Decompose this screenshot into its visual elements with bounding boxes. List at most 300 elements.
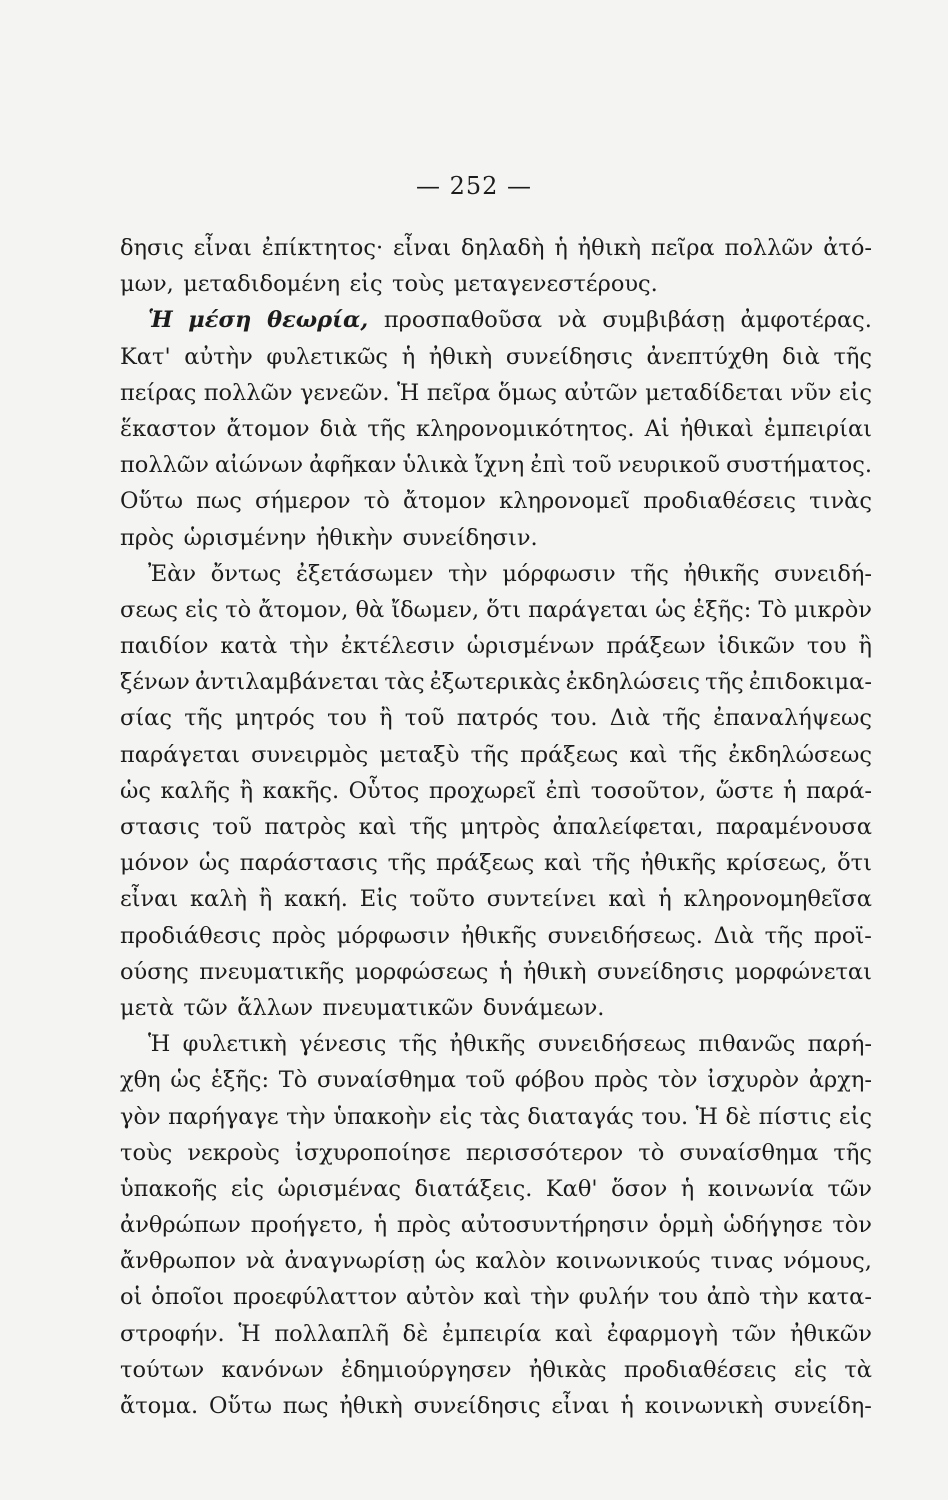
word: συστήματος.: [726, 452, 872, 479]
word: ἀνεπτύχθη: [646, 343, 769, 370]
text-line: [120, 664, 872, 700]
word: νὰ: [245, 1248, 275, 1275]
word: συνειδήσεως.: [547, 922, 703, 949]
text-line: [120, 1243, 872, 1279]
word: δηλαδὴ: [460, 235, 545, 261]
word: ἀτό-: [823, 235, 872, 261]
word: κατα-: [807, 1284, 872, 1311]
word: εἰς: [439, 1103, 473, 1130]
text-line: [120, 809, 872, 845]
word: πολλῶν: [120, 452, 209, 479]
word: δὲ: [725, 1103, 752, 1130]
word: τούτων: [120, 1356, 205, 1383]
word: ἡ: [373, 1212, 388, 1239]
word: καλὸν: [475, 1248, 547, 1275]
word: πεῖρα: [426, 379, 491, 406]
word: τῆς: [833, 1139, 872, 1166]
word: ἐκδηλώσεως: [728, 741, 872, 768]
word: συμβιβάσῃ: [602, 307, 725, 334]
word: θεωρία,: [267, 307, 369, 334]
word: ἀπὸ: [706, 1284, 751, 1311]
word: θὰ: [355, 596, 385, 623]
word: του.: [641, 1103, 689, 1130]
word: Διὰ: [609, 705, 651, 732]
word: τοὺς: [120, 1139, 173, 1166]
text-line: [120, 700, 872, 736]
text-line: [120, 918, 872, 954]
word: εἰς: [230, 1175, 264, 1202]
word: ὅσον: [611, 1175, 668, 1202]
text-line: [120, 1207, 872, 1243]
word: ἐπὶ: [530, 452, 566, 479]
word: ἄνθρωπον: [120, 1248, 237, 1275]
word: του: [658, 1284, 698, 1311]
word: ἢ: [239, 777, 254, 804]
word: παράστασις: [239, 850, 378, 877]
word: συνειρμὸς: [251, 741, 369, 768]
word: ὑλικὰ: [402, 452, 469, 479]
word: ἠθικῆς: [449, 1031, 526, 1058]
word: δὲ: [402, 1320, 429, 1347]
word: ἑξῆς:: [210, 1067, 270, 1094]
word: του.: [550, 705, 598, 732]
word: τὴν: [448, 560, 488, 587]
word: πρὸς: [396, 1212, 452, 1239]
word: ἄτομα.: [120, 1393, 199, 1419]
word: συνείδησις: [413, 1393, 541, 1419]
word: Ἡ: [396, 379, 420, 406]
word: προχωρεῖ: [428, 777, 537, 804]
word: τοῦ: [212, 814, 252, 840]
word: τὴν: [289, 633, 329, 660]
word: ἰδικῶν: [717, 633, 795, 660]
word: κληρονομηθεῖσα: [683, 886, 872, 913]
word: προϊ-: [813, 922, 872, 949]
word: ὑπακοὴν: [333, 1103, 432, 1130]
word: ἡ: [658, 886, 672, 913]
word: ἐπαναλήψεως: [713, 705, 872, 732]
word: πιθανῶς: [698, 1031, 796, 1058]
word: αὐτὴν: [184, 343, 253, 370]
word: μικρὸν: [793, 596, 872, 623]
text-line: [120, 411, 872, 447]
word: τοῦ: [465, 1067, 506, 1094]
word: φυλετικῶς: [266, 343, 389, 370]
word: μορφώσεως: [354, 958, 489, 985]
text-line: [120, 1099, 872, 1135]
word: ὡς: [198, 850, 230, 877]
word: τῆς: [764, 922, 804, 949]
text-line: [120, 266, 872, 302]
word: μορφώνεται: [734, 958, 872, 985]
word: ἀμφοτέρας.: [740, 307, 872, 334]
word: ἠθικὰς: [528, 1356, 607, 1383]
body-text: [120, 230, 872, 1424]
word: μεταδιδομένη: [183, 271, 341, 298]
text-line: [120, 447, 872, 483]
word: μεταγενεστέρους.: [453, 271, 658, 298]
word: κοινωνικούς: [555, 1248, 701, 1275]
word: νευρικοῦ: [617, 452, 721, 479]
word: ὡρισμένων: [466, 633, 595, 660]
word: μητρός: [234, 705, 315, 732]
text-line: [120, 737, 872, 773]
word: ὁποῖοι: [151, 1284, 225, 1311]
text-line: [120, 230, 872, 266]
word: τῶν: [183, 994, 228, 1021]
word: τινὰς: [809, 488, 872, 515]
word: συνειδήσεως: [537, 1031, 687, 1058]
word: ξένων: [120, 669, 190, 696]
word: ὥστε: [715, 777, 774, 804]
word: ἢ: [858, 633, 872, 660]
word: δυνάμεων.: [482, 994, 605, 1021]
word: Ἡ: [695, 1103, 718, 1130]
word: καὶ: [629, 741, 668, 768]
word: τῶν: [731, 1320, 777, 1347]
word: ἄτομον: [402, 488, 486, 515]
word: πολλαπλῆ: [274, 1320, 389, 1347]
word: Αἱ: [644, 415, 670, 442]
word: εἶναι: [193, 235, 252, 261]
word: τῆς: [387, 850, 427, 877]
word: τῆς: [470, 741, 509, 768]
word: προήγετο,: [250, 1212, 364, 1239]
word: γενεῶν.: [299, 379, 390, 406]
word: μεταδίδεται: [645, 379, 784, 406]
word: τῆς: [705, 669, 744, 696]
word: συντείνει: [486, 886, 597, 913]
word: τὴν: [759, 1284, 799, 1311]
word: τῆς: [630, 560, 669, 587]
word: πράξεως: [520, 741, 619, 768]
text-line: [120, 1316, 872, 1352]
word: Εἰς: [359, 886, 398, 913]
word: Τὸ: [278, 1067, 308, 1094]
word: μων,: [120, 271, 174, 298]
word: νόμους,: [783, 1248, 872, 1275]
word: τῆς: [833, 343, 872, 370]
word: πίστις: [758, 1103, 832, 1130]
word: ἠθικῆς: [683, 560, 760, 587]
word: προδιαθέσεις: [623, 1356, 777, 1383]
word: ἀνθρώπων: [120, 1212, 241, 1239]
word: νεκροὺς: [187, 1139, 280, 1166]
word: αὐτοσυντήρησιν: [460, 1212, 649, 1239]
word: ἐδημιούργησεν: [340, 1356, 512, 1383]
word: ἠθικὴ: [339, 1393, 403, 1419]
word: οἱ: [120, 1284, 143, 1311]
word: ἄλλων: [237, 994, 314, 1021]
word: συνείδη-: [774, 1393, 872, 1419]
text-line: [120, 1026, 872, 1062]
text-line: [120, 628, 872, 664]
word: ἡ: [401, 343, 416, 370]
word: τὴν: [286, 1103, 326, 1130]
word: τὰς: [384, 669, 425, 696]
word: σίας: [120, 705, 172, 732]
word: συνείδησις: [597, 958, 725, 985]
word: του: [806, 633, 847, 660]
word: προδιαθέσεις: [643, 488, 796, 515]
word: εἶναι: [392, 235, 452, 261]
text-line: [120, 1062, 872, 1098]
text-line: [120, 1171, 872, 1207]
word: Ἐὰν: [148, 560, 197, 587]
word: Ἡ: [238, 1320, 261, 1347]
word: πεῖρα: [650, 235, 715, 261]
word: ὑπακοῆς: [120, 1175, 218, 1202]
word: καὶ: [544, 850, 583, 877]
word: πατρός: [456, 705, 539, 732]
word: συνείδησιν.: [402, 524, 538, 551]
word: παράγεται: [120, 741, 240, 768]
word: ἄτομον: [226, 415, 310, 442]
word: ὄντως: [210, 560, 282, 587]
word: ἡ: [783, 777, 797, 804]
word: χθη: [120, 1067, 161, 1094]
word: εἰς: [838, 1103, 872, 1130]
word: φυλήν: [578, 1284, 650, 1311]
word: ἀναγνωρίσῃ: [284, 1248, 425, 1275]
word: ούσης: [120, 958, 189, 985]
word: ἡ: [498, 958, 513, 985]
word: ἀπαλείφεται,: [552, 814, 704, 840]
word: καὶ: [483, 1284, 522, 1311]
text-line: [120, 881, 872, 917]
word: στροφήν.: [120, 1320, 225, 1347]
word: ἠθικὴ: [577, 235, 642, 261]
word: πως: [196, 488, 242, 515]
page-number: — 252 —: [415, 172, 533, 200]
word: τοῦ: [404, 705, 445, 732]
word: τὰς: [479, 1103, 520, 1130]
text-line: [120, 1135, 872, 1171]
word: ὅμως: [497, 379, 557, 406]
word: Ἡ: [148, 307, 173, 334]
word: ἀρχη-: [808, 1067, 872, 1094]
word: ἐπιδοκιμα-: [748, 669, 872, 696]
word: ἠθικὴ: [428, 343, 493, 370]
word: συνείδησις: [505, 343, 633, 370]
word: νὰ: [557, 307, 587, 334]
word: ὡς: [434, 1248, 466, 1275]
word: τὸ: [225, 596, 252, 623]
word: ὅτι: [837, 850, 872, 877]
word: Καθ': [545, 1175, 598, 1202]
word: ὁρμὴ: [658, 1212, 714, 1239]
word: μετὰ: [120, 994, 174, 1021]
word: ἐμπειρία: [442, 1320, 542, 1347]
word: διὰ: [319, 415, 358, 442]
word: Οὗτος: [348, 777, 420, 804]
word: κατὰ: [220, 633, 278, 660]
word: διατάξεις.: [414, 1175, 533, 1202]
word: τὸ: [638, 1139, 665, 1166]
word: νῦν: [790, 379, 832, 406]
word: ἐμπειρίαι: [763, 415, 872, 442]
word: τῆς: [398, 1031, 438, 1058]
word: τὰ: [844, 1356, 872, 1383]
word: εἰς: [838, 379, 872, 406]
word: εἶναι: [551, 1393, 610, 1419]
word: τὸν: [832, 1212, 872, 1239]
word: σήμερον: [255, 488, 351, 515]
word: διὰ: [782, 343, 820, 370]
word: ἠθικὴ: [523, 958, 587, 985]
word: μόρφωσιν: [336, 922, 451, 949]
word: σεως: [120, 596, 178, 623]
word: περισσότερον: [465, 1139, 624, 1166]
word: τοὺς: [392, 271, 445, 298]
word: τῆς: [184, 705, 223, 732]
word: πρὸς: [594, 1067, 649, 1094]
word: προεφύλαττον: [233, 1284, 398, 1311]
word: ὡς: [170, 1067, 202, 1094]
word: κληρονομεῖ: [499, 488, 631, 515]
word: διαταγάς: [527, 1103, 634, 1130]
word: ἀντιλαμβάνεται: [194, 669, 380, 696]
text-line: [120, 302, 872, 338]
word: κανόνων: [221, 1356, 324, 1383]
text-line: [120, 1352, 872, 1388]
word: ὡς: [120, 777, 151, 804]
word: ἡ: [554, 235, 568, 261]
text-line: [120, 556, 872, 592]
word: κακῆς.: [262, 777, 340, 804]
word: πατρὸς: [264, 814, 347, 840]
word: κρίσεως,: [726, 850, 828, 877]
word: μόρφωσιν: [502, 560, 616, 587]
word: κοινωνία: [707, 1175, 814, 1202]
word: τῆς: [591, 850, 631, 877]
word: συναίσθημα: [316, 1067, 456, 1094]
word: γὸν: [120, 1103, 161, 1130]
word: τῆς: [367, 415, 406, 442]
word: αὐτῶν: [564, 379, 638, 406]
word: ὡρισμένην: [183, 524, 307, 551]
word: τῆς: [409, 814, 448, 840]
text-line: [120, 592, 872, 628]
word: αἰώνων: [214, 452, 304, 479]
word: ἴχνη: [474, 452, 525, 479]
word: προσπαθοῦσα: [383, 307, 543, 334]
word: πως: [282, 1393, 329, 1419]
word: ἰσχυρὸν: [707, 1067, 800, 1094]
word: ἢ: [258, 886, 273, 913]
word: του: [327, 705, 367, 732]
word: παράγεται: [528, 596, 649, 623]
word: κακή.: [283, 886, 348, 913]
word: συνειδή-: [774, 560, 872, 587]
text-line: [120, 773, 872, 809]
text-line: [120, 375, 872, 411]
word: ἐπίκτητος·: [261, 235, 384, 261]
word: ἄτομον,: [258, 596, 349, 623]
word: παρήγαγε: [168, 1103, 279, 1130]
word: ἐκτέλεσιν: [340, 633, 455, 660]
word: καὶ: [358, 814, 397, 840]
word: μητρὸς: [460, 814, 541, 840]
word: τινας: [710, 1248, 774, 1275]
word: Ἡ: [148, 1031, 171, 1058]
word: ὡς: [655, 596, 687, 623]
word: ἰσχυροποίησε: [294, 1139, 451, 1166]
word: τὸν: [657, 1067, 698, 1094]
word: φυλετικὴ: [182, 1031, 287, 1058]
word: μεταξὺ: [379, 741, 460, 768]
word: πρὸς: [120, 524, 175, 551]
word: αὐτὸν: [406, 1284, 475, 1311]
word: τὸ: [363, 488, 390, 515]
word: τὴν: [530, 1284, 570, 1311]
word: ἡ: [620, 1393, 634, 1419]
word: ἕκαστον: [120, 415, 217, 442]
word: ἠθικῆς: [460, 922, 537, 949]
word: κοινωνικὴ: [644, 1393, 764, 1419]
word: εἶναι: [120, 886, 179, 913]
word: πράξεως: [436, 850, 535, 877]
word: ἐφαρμογὴ: [606, 1320, 719, 1347]
word: συναίσθημα: [679, 1139, 819, 1166]
word: μόνον: [120, 850, 190, 877]
word: ἐξετάσωμεν: [295, 560, 434, 587]
word: παρή-: [807, 1031, 872, 1058]
word: ἠθικαὶ: [679, 415, 754, 442]
word: καλὴ: [189, 886, 247, 913]
word: Τὸ: [758, 596, 787, 623]
word: προδιάθεσις: [120, 922, 262, 949]
word: ἠθικῆς: [640, 850, 717, 877]
word: ἴδωμεν,: [391, 596, 480, 623]
word: παραμένουσα: [715, 814, 872, 840]
text-line: [120, 954, 872, 990]
word: τῆς: [662, 705, 701, 732]
word: παρά-: [805, 777, 872, 804]
word: πολλῶν: [203, 379, 293, 406]
word: ὡρισμένας: [277, 1175, 401, 1202]
word: παιδίον: [120, 633, 209, 660]
word: τῶν: [827, 1175, 872, 1202]
word: μέση: [188, 307, 252, 334]
word: ἡ: [680, 1175, 695, 1202]
word: ἢ: [379, 705, 393, 732]
word: πρὸς: [271, 922, 327, 949]
word: καὶ: [554, 1320, 594, 1347]
word: Διὰ: [713, 922, 754, 949]
word: πολλῶν: [724, 235, 814, 261]
word: τοσοῦτον,: [590, 777, 707, 804]
word: δησις: [120, 235, 184, 261]
word: καλῆς: [160, 777, 231, 804]
word: πράξεων: [606, 633, 706, 660]
word: γένεσις: [299, 1031, 387, 1058]
word: ἠθικῶν: [789, 1320, 872, 1347]
word: στασις: [120, 814, 200, 840]
word: Οὕτω: [120, 488, 183, 515]
word: ἐξωτερικὰς: [429, 669, 561, 696]
word: τῆς: [678, 741, 718, 768]
word: κληρονομικότητος.: [416, 415, 635, 442]
word: πνευματικῶν: [322, 994, 474, 1021]
word: ἠθικὴν: [315, 524, 393, 551]
word: φόβου: [514, 1067, 585, 1094]
word: Οὕτω: [209, 1393, 272, 1419]
word: ὡδήγησε: [723, 1212, 823, 1239]
word: εἰς: [793, 1356, 828, 1383]
word: ἀφῆκαν: [309, 452, 397, 479]
word: ὅτι: [486, 596, 522, 623]
